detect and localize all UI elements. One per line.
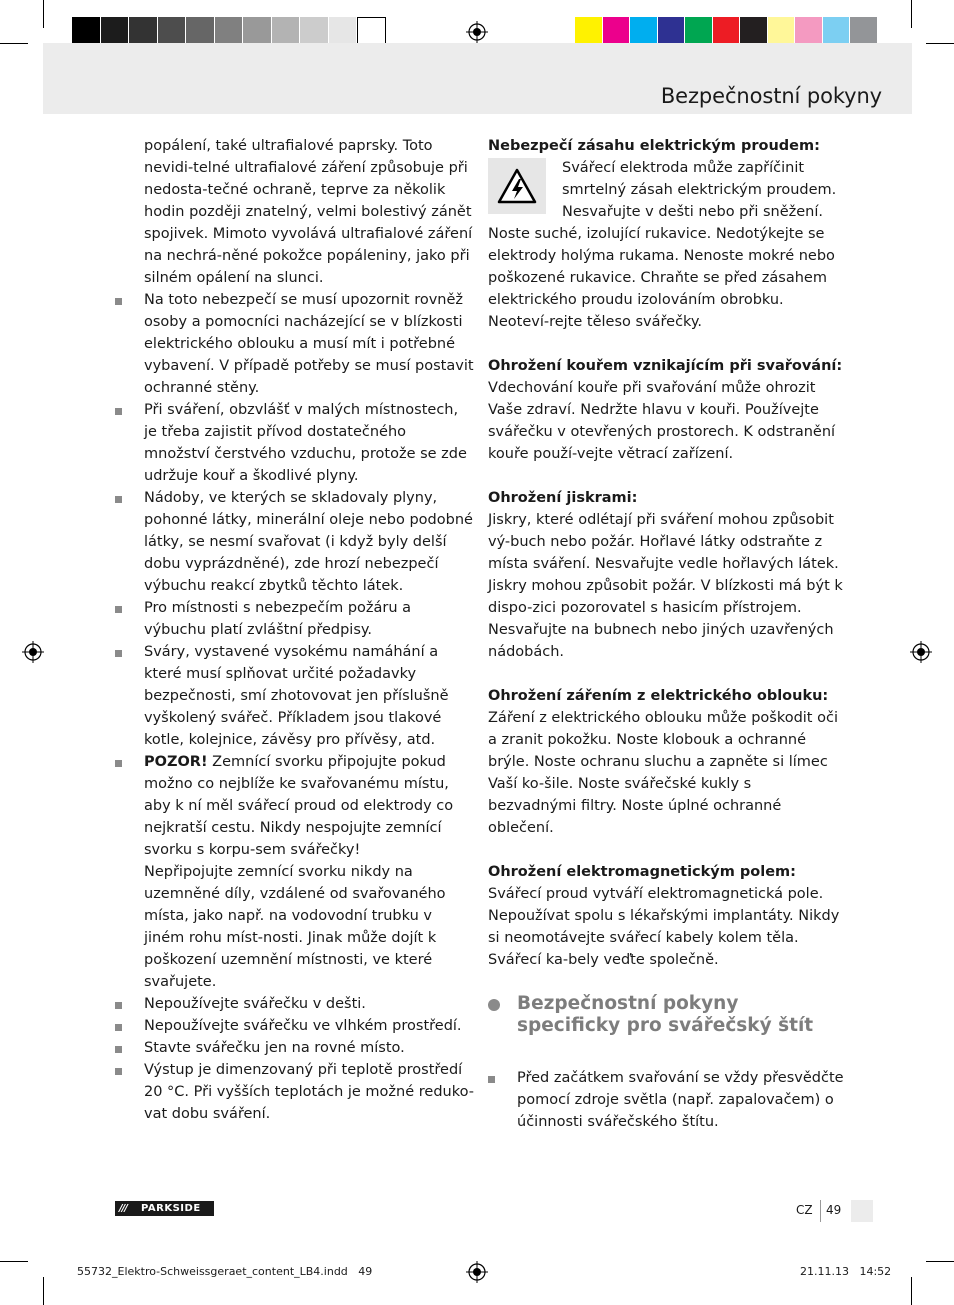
section-heading: Ohrožení kouřem vznikajícím při svařování: (488, 358, 843, 374)
section-electric-shock (488, 135, 844, 333)
footer-tab (851, 1200, 873, 1222)
list-item (115, 1015, 475, 1037)
section-text: Záření z elektrického oblouku může poškodit oči a zranit pokožku. Noste klobouk a ochranné brýle. Noste ochranu sluchu a zapněte si límec Vaší ko-šile. Noste svářečské kukly s bezvadnými filtry. Noste úplné ochranné oblečení. (488, 710, 838, 836)
crop-mark (926, 1261, 954, 1262)
list-item-text: Nepoužívejte svářečku ve vlhkém prostředí. (144, 1018, 462, 1034)
page-number: 49 (826, 1203, 842, 1217)
bullet-square-icon (115, 298, 122, 305)
warning-label: POZOR! (144, 754, 208, 770)
welding-shield-heading-text: Bezpečnostní pokyny specificky pro svářečský štít (517, 993, 814, 1036)
section-heading: Ohrožení elektromagnetickým polem: (488, 864, 796, 880)
print-slug-filename: 55732_Elektro-Schweissgeraet_content_LB4.indd 49 (77, 1265, 373, 1278)
section-sparks (488, 487, 844, 663)
list-item-text: Stavte svářečku jen na rovné místo. (144, 1040, 405, 1056)
bullet-square-icon (115, 650, 122, 657)
section-heading: Ohrožení jiskrami: (488, 490, 638, 506)
left-column (115, 135, 475, 1125)
list-item (115, 597, 475, 641)
list-item (115, 1059, 475, 1125)
registration-mark-icon (466, 1261, 488, 1283)
footer-divider (820, 1200, 821, 1222)
crop-mark (911, 1277, 912, 1305)
registration-mark-icon (22, 641, 44, 663)
page-title: Bezpečnostní pokyny (660, 84, 882, 108)
bullet-square-icon (115, 760, 122, 767)
bullet-square-icon (115, 496, 122, 503)
section-text: Jiskry, které odlétají při sváření mohou způsobit vý-buch nebo požár. Hořlavé látky odstraňte z místa sváření. Nesvařujte vedle hořlavých látek. Jiskry mohou způsobit požár. V blízkosti má být k dispo-zici pozorovatel s hasicím přístrojem. Nesvařujte na bubnech nebo jiných uzavřených nádobách. (488, 512, 843, 660)
section-heading: Ohrožení zářením z elektrického oblouku: (488, 688, 829, 704)
bullet-square-icon (115, 408, 122, 415)
section-text: Svářecí proud vytváří elektromagnetická pole. Nepoužívat spolu s lékařskými implantáty. Nikdy si neomotávejte svářecí kabely kolem těla. Svářecí ka-bely veďte společně. (488, 886, 840, 968)
bullet-square-icon (115, 1046, 122, 1053)
right-column (488, 135, 844, 1133)
crop-mark (911, 0, 912, 28)
list-item (115, 487, 475, 597)
list-item-text: Zemnící svorku připojujte pokud možno co nejblíže ke svařovanému místu, aby k ní měl svářecí proud od elektrody co nejkratší cestu. Nikdy nespojujte zemnící svorku s korpu-sem svářečky! (144, 754, 454, 858)
crop-mark (43, 1277, 44, 1305)
bullet-square-icon (115, 1068, 122, 1075)
crop-mark (43, 0, 44, 28)
section-welding-fumes (488, 355, 844, 465)
list-item-text: Výstup je dimenzovaný při teplotě prostředí 20 °C. Při vyšších teplotách je možné reduko-vat dobu sváření. (144, 1062, 474, 1122)
parkside-logo: /// PARKSIDE (115, 1201, 214, 1216)
list-item (115, 641, 475, 751)
crop-mark (0, 43, 28, 44)
list-item-text: Při sváření, obzvlášť v malých místnostech, je třeba zajistit přívod dostatečného množství čerstvého vzduchu, protože se zde udržuje kouř a škodlivé plyny. (144, 402, 467, 484)
bullet-square-icon (115, 1024, 122, 1031)
list-item (115, 289, 475, 399)
section-text: Svářecí elektroda může zapříčinit smrtelný zásah elektrickým proudem. Nesvařujte v dešti nebo při sněžení. Noste suché, izolující rukavice. Nedotýkejte se elektrody holýma rukama. Nenoste mokré nebo poškozené rukavice. Chraňte se před zásahem elektrického proudu izolováním obrobku. Neoteví-rejte těleso svářečky. (488, 160, 837, 330)
bullet-square-icon (115, 606, 122, 613)
section-text: Vdechování kouře při svařování může ohrozit Vaše zdraví. Nedržte hlavu v kouři. Používejte svářečku v otevřených prostorech. K odstranění kouře použí-vejte větrací zařízení. (488, 380, 836, 462)
crop-mark (926, 43, 954, 44)
registration-mark-icon (910, 641, 932, 663)
list-item (115, 399, 475, 487)
list-item-text: Nepoužívejte svářečku v dešti. (144, 996, 366, 1012)
intro-paragraph: popálení, také ultrafialové paprsky. Toto nevidi-telné ultrafialové záření způsobuje při nedosta-tečné ochraně, teprve za několik hodin později znatelný, velmi bolestivý zánět spojivek. Mimoto vyvolává ultrafialové záření na nechrá-něné pokožce popáleniny, jako při silném opálení na slunci. (144, 138, 473, 286)
list-item-text: Nepřipojujte zemnící svorku nikdy na uzemněné díly, vzdálené od svařovaného místa, jako např. na vodovodní trubku v jiném rohu míst-nosti. Jinak může dojít k poškození uzemnění místnosti, ve které svařujete. (144, 864, 446, 990)
language-code: CZ (796, 1203, 813, 1217)
list-item (115, 751, 475, 993)
list-item-text: Pro místnosti s nebezpečím požáru a výbuchu platí zvláštní předpisy. (144, 600, 412, 638)
section-arc-radiation (488, 685, 844, 839)
list-item (488, 1067, 844, 1133)
list-item (115, 993, 475, 1015)
bullet-square-icon (115, 1002, 122, 1009)
list-item-text: Na toto nebezpečí se musí upozornit rovněž osoby a pomocníci nacházející se v blízkosti elektrického oblouku a musí mít i potřebné vybavení. V případě potřeby se musí postavit ochranné stěny. (144, 292, 474, 396)
print-slug-date: 21.11.13 14:52 (800, 1265, 892, 1278)
crop-mark (0, 1261, 28, 1262)
bullet-circle-icon (488, 999, 500, 1011)
electric-hazard-icon (488, 158, 546, 214)
bullet-square-icon (488, 1076, 495, 1083)
list-item (115, 1037, 475, 1059)
section-heading: Nebezpečí zásahu elektrickým proudem: (488, 138, 820, 154)
list-item-text: Před začátkem svařování se vždy přesvědčte pomocí zdroje světla (např. zapalovačem) o účinnosti svářečského štítu. (517, 1070, 844, 1130)
section-electromagnetic-field (488, 861, 844, 971)
welding-shield-heading (488, 993, 844, 1037)
list-item-text: Nádoby, ve kterých se skladovaly plyny, pohonné látky, minerální oleje nebo podobné látky, se nesmí svařovat (i když byly delší dobu vyprázdněné), zde hrozí nebezpečí výbuchu reakcí zbytků těchto látek. (144, 490, 473, 594)
list-item-text: Sváry, vystavené vysokému namáhání a které musí splňovat určité požadavky bezpečnosti, smí zhotovovat jen příslušně vyškolený svářeč. Příkladem jsou tlakové kotle, kolejnice, závěsy pro přívěsy, atd. (144, 644, 449, 748)
registration-mark-icon (466, 21, 488, 43)
